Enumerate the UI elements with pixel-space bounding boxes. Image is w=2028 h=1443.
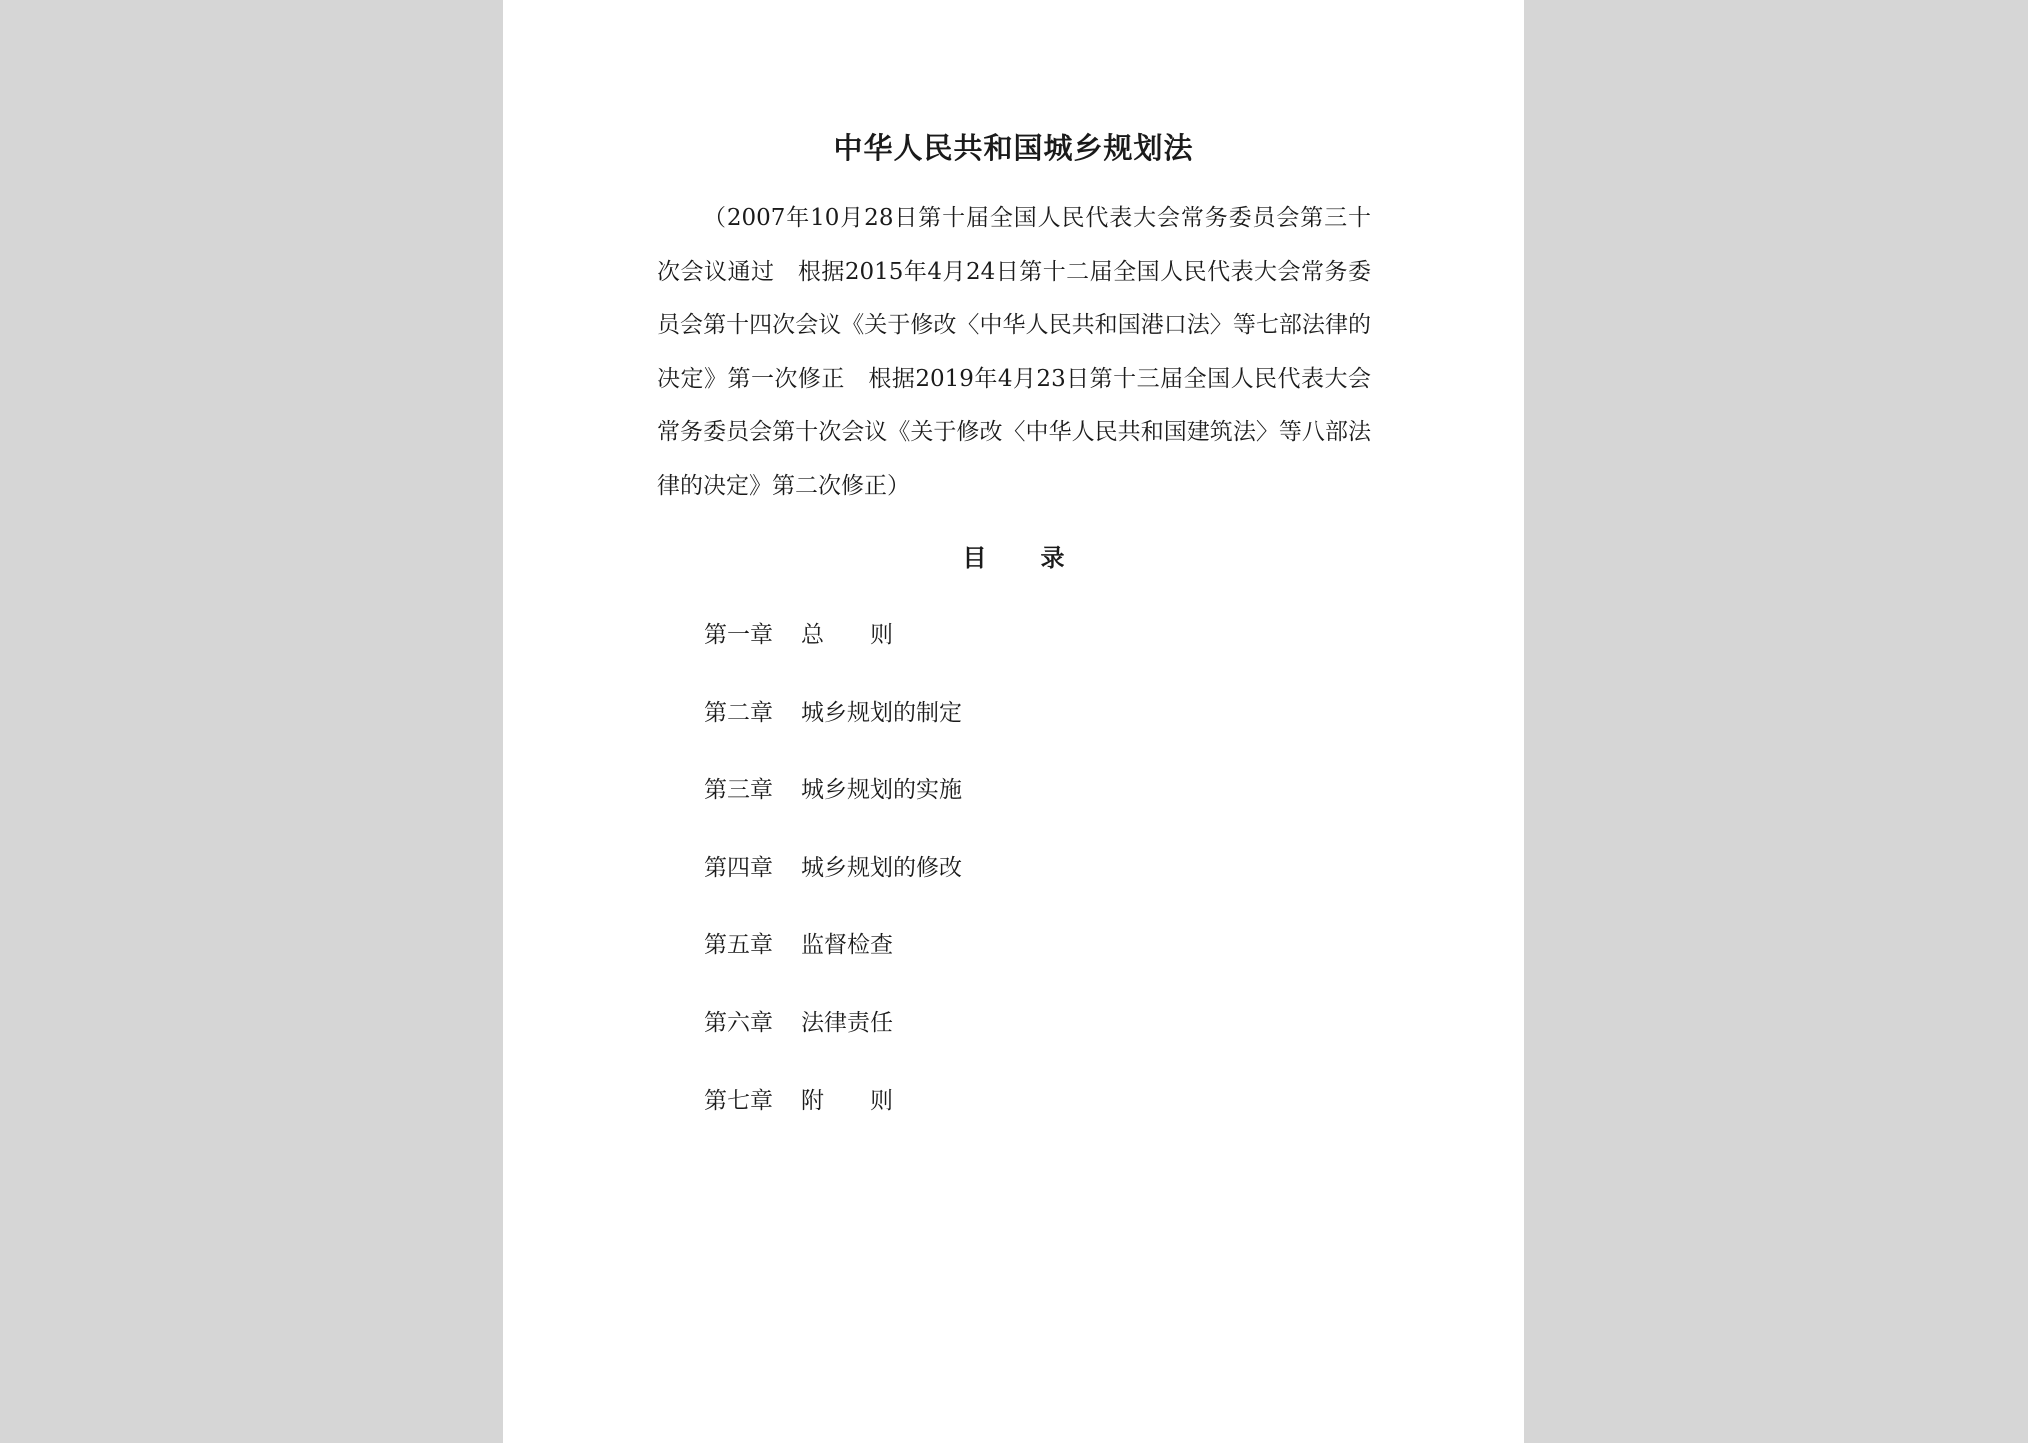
table-of-contents: [704, 615, 962, 1158]
toc-heading: [503, 538, 1524, 578]
toc-entry: [704, 693, 962, 771]
chapter-number: 第六章: [704, 1009, 773, 1036]
toc-entry: [704, 615, 962, 693]
toc-entry: [704, 770, 962, 848]
chapter-number: 第一章: [704, 622, 773, 648]
chapter-number: 第二章: [704, 699, 773, 726]
toc-entry: [704, 1003, 962, 1081]
chapter-title: 监督检查: [801, 932, 893, 959]
chapter-title: 附 则: [801, 1087, 893, 1114]
toc-entry: [704, 848, 962, 926]
toc-heading-right: 录: [1040, 543, 1065, 572]
chapter-title: 总 则: [801, 622, 893, 648]
chapter-number: 第四章: [704, 854, 773, 881]
document-title: 中华人民共和国城乡规划法: [833, 131, 1194, 165]
chapter-title: 城乡规划的修改: [801, 854, 962, 881]
chapter-title: 城乡规划的实施: [801, 777, 962, 804]
toc-entry: [704, 925, 962, 1003]
chapter-number: 第五章: [704, 932, 773, 959]
chapter-number: 第七章: [704, 1087, 773, 1114]
chapter-title: 城乡规划的制定: [801, 699, 962, 726]
chapter-title: 法律责任: [801, 1009, 893, 1036]
toc-heading-left: 目: [962, 543, 987, 572]
preamble-paragraph: （2007年10月28日第十届全国人民代表大会常务委员会第三十次会议通过 根据2015年4月24日第十二届全国人民代表大会常务委员会第十四次会议《关于修改〈中华人民共和国港口法〉等七部法律的决定》第一次修正 根据2019年4月23日第十三届全国人民代表大会常务委员会第十次会议《关于修改〈中华人民共和国建筑法〉等八部法律的决定》第二次修正）: [657, 205, 1371, 499]
chapter-number: 第三章: [704, 777, 773, 804]
toc-entry: [704, 1081, 962, 1159]
document-page: [503, 0, 1524, 1443]
